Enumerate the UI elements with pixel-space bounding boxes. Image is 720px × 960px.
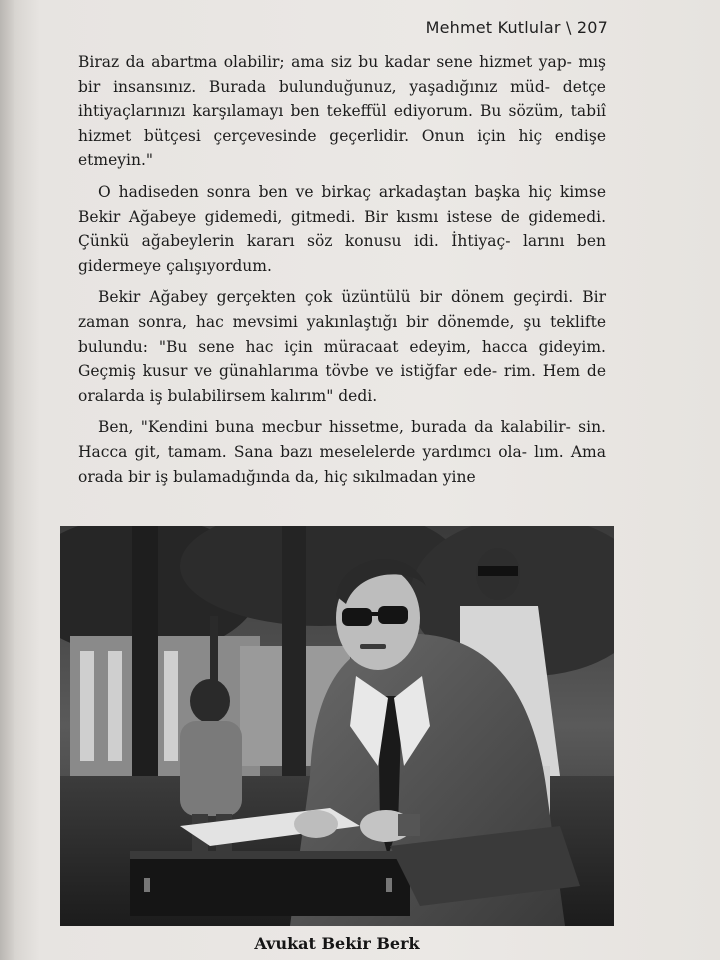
text-line: sözüm, tabiî hizmet bütçesi çerçevesinde geçerlidir. Onun [78, 102, 606, 145]
text-line: lım. Ama orada bir iş bulamadığında da, hiç sıkılmadan yine [78, 442, 606, 486]
photograph [60, 526, 614, 926]
text-line: için hiç endişe etmeyin." [78, 126, 607, 170]
text-line: larını ben gidermeye çalışıyordum. [78, 232, 607, 275]
text-line: gidemedi. Çünkü ağabeylerin kararı söz konusu idi. İhtiyaç- [78, 207, 606, 251]
paragraph-3 [78, 285, 606, 408]
text-line: teklifte bulundu: "Bu sene hac için müracaat edeyim, hacca [78, 312, 606, 356]
page-gutter [0, 0, 14, 960]
text-line: kimse Bekir Ağabeye gidemedi, gitmedi. Bir kısmı istese de [78, 182, 607, 226]
text-line: O hadiseden sonra ben ve birkaç arkadaştan başka hiç [98, 182, 552, 201]
text-line: Biraz da abartma olabilir; ama siz bu kadar sene hizmet yap- [78, 53, 572, 71]
text-line: Ben, "Kendini buna mecbur hissetme, burada da kalabilir- [98, 418, 571, 437]
body-text [78, 50, 606, 496]
text-line: gideyim. Geçmiş kusur ve günahlarıma tövbe ve istiğfar ede- [78, 337, 606, 381]
text-line: detçe ihtiyaçlarınızı karşılamayı ben tekeffül ediyorum. Bu [78, 77, 606, 121]
photo-illustration [60, 526, 614, 926]
text-line: sin. Hacca git, tamam. Sana bazı meselelerde yardımcı ola- [78, 418, 606, 461]
photo-caption: Avukat Bekir Berk [254, 934, 420, 953]
paragraph-1 [78, 50, 606, 173]
running-head: Mehmet Kutlular \ 207 [425, 18, 608, 37]
paragraph-4 [78, 415, 606, 489]
paragraph-2 [78, 180, 606, 278]
text-line: Bir zaman sonra, hac mevsimi yakınlaştığı bir dönemde, şu [78, 288, 606, 331]
text-line: mış bir insansınız. Burada bulunduğunuz, yaşadığınız müd- [78, 53, 606, 96]
text-line: rim. Hem de oralarda iş bulabilirsem kalırım" dedi. [78, 362, 607, 405]
text-line: Bekir Ağabey gerçekten çok üzüntülü bir dönem geçirdi. [98, 288, 574, 307]
